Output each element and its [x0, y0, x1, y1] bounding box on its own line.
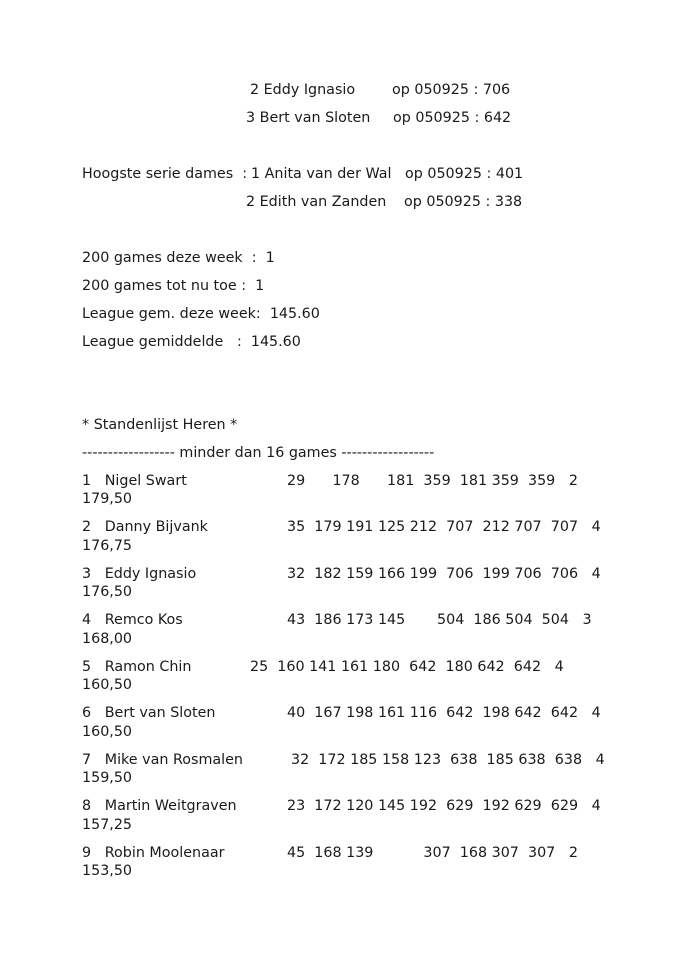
dames-entry-2: 2 Edith van Zanden [246, 194, 387, 210]
dames-entry-2-score: op 050925 : 338 [404, 194, 523, 210]
standing-row-average: 153,50 [82, 863, 133, 879]
standing-row-average: 160,50 [82, 677, 133, 693]
standing-row-stats: 43 186 173 145 504 186 504 504 3 [287, 612, 592, 628]
standing-row-stats: 25 160 141 161 180 642 180 642 642 4 [250, 659, 564, 675]
league-avg-week: League gem. deze week: 145.60 [82, 306, 320, 322]
standing-row-stats: 32 182 159 166 199 706 199 706 706 4 [287, 566, 601, 582]
standing-row-stats: 40 167 198 161 116 642 198 642 642 4 [287, 705, 601, 721]
standing-row-stats: 35 179 191 125 212 707 212 707 707 4 [287, 519, 601, 535]
standing-row-name: 5 Ramon Chin [82, 659, 192, 675]
serie-heren-entry-3: 3 Bert van Sloten [246, 110, 371, 126]
dames-entry-1-score: op 050925 : 401 [405, 166, 524, 182]
dames-entry-1: 1 Anita van der Wal [251, 166, 392, 182]
games-this-week: 200 games deze week : 1 [82, 250, 275, 266]
standing-row-average: 168,00 [82, 631, 133, 647]
games-total: 200 games tot nu toe : 1 [82, 278, 265, 294]
standing-row-stats: 23 172 120 145 192 629 192 629 629 4 [287, 798, 601, 814]
standing-row-stats: 32 172 185 158 123 638 185 638 638 4 [291, 752, 605, 768]
standing-row-average: 176,75 [82, 538, 133, 554]
league-avg: League gemiddelde : 145.60 [82, 334, 301, 350]
standing-row-stats: 29 178 181 359 181 359 359 2 [287, 473, 578, 489]
standing-row-name: 1 Nigel Swart [82, 473, 187, 489]
standing-row-average: 160,50 [82, 724, 133, 740]
standing-row-stats: 45 168 139 307 168 307 307 2 [287, 845, 578, 861]
standing-row-average: 176,50 [82, 584, 133, 600]
standings-divider: ------------------ minder dan 16 games ------------------ [82, 445, 435, 461]
serie-heren-entry-3-score: op 050925 : 642 [393, 110, 512, 126]
standing-row-average: 157,25 [82, 817, 133, 833]
standing-row-name: 3 Eddy Ignasio [82, 566, 197, 582]
dames-label: Hoogste serie dames : [82, 166, 248, 182]
standing-row-name: 8 Martin Weitgraven [82, 798, 237, 814]
standing-row-name: 6 Bert van Sloten [82, 705, 216, 721]
standings-title: * Standenlijst Heren * [82, 417, 238, 433]
standing-row-average: 179,50 [82, 491, 133, 507]
serie-heren-entry-2-score: op 050925 : 706 [392, 82, 511, 98]
standing-row-name: 9 Robin Moolenaar [82, 845, 225, 861]
standing-row-name: 2 Danny Bijvank [82, 519, 208, 535]
standing-row-average: 159,50 [82, 770, 133, 786]
standing-row-name: 4 Remco Kos [82, 612, 183, 628]
serie-heren-entry-2: 2 Eddy Ignasio [250, 82, 356, 98]
standing-row-name: 7 Mike van Rosmalen [82, 752, 243, 768]
